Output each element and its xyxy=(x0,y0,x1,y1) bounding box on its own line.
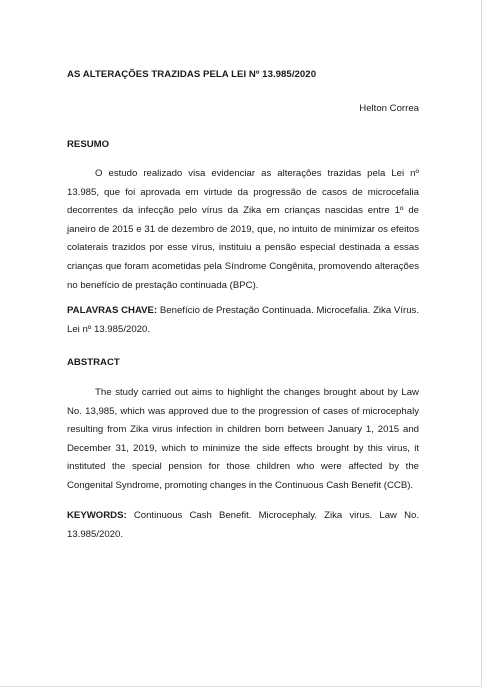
document-title: AS ALTERAÇÕES TRAZIDAS PELA LEI Nº 13.985/2020 xyxy=(67,69,317,80)
abstract-keywords xyxy=(67,507,419,544)
resumo-keywords xyxy=(67,302,419,339)
palavras-chave-text: Benefício de Prestação Continuada. Microcefalia. Zika Vírus. Lei nº 13.985/2020. xyxy=(67,305,419,335)
resumo-heading: RESUMO xyxy=(67,139,110,150)
author-name: Helton Correa xyxy=(359,103,419,114)
keywords-text: Continuous Cash Benefit. Microcephaly. Zika virus. Law No. 13.985/2020. xyxy=(67,510,420,540)
keywords-label: KEYWORDS: xyxy=(67,510,127,521)
abstract-heading: ABSTRACT xyxy=(67,357,120,368)
abstract-paragraph: The study carried out aims to highlight the changes brought about by Law No. 13,985, which was approved due to the progression of cases of microcephaly resulting from Zika virus infection in children born between January 1, 2015 and December 31, 2019, which to minimize the side effects brought by this virus, it instituted the special pension for those children who were affected by the Congenital Syndrome, promoting changes in the Continuous Cash Benefit (CCB). xyxy=(67,387,419,491)
resumo-paragraph: O estudo realizado visa evidenciar as alterações trazidas pela Lei nº 13.985, que foi aprovada em virtude da progressão de casos de microcefalia decorrentes da infecção pelo vírus da Zika em crianças nascidas entre 1º de janeiro de 2015 e 31 de dezembro de 2019, que, no intuito de minimizar os efeitos colaterais trazidos por esse vírus, instituiu a pensão especial destinada a essas crianças que foram acometidas pela Síndrome Congênita, promovendo alterações no benefício de prestação continuada (BPC). xyxy=(67,168,419,291)
palavras-chave-label: PALAVRAS CHAVE: xyxy=(67,305,158,316)
